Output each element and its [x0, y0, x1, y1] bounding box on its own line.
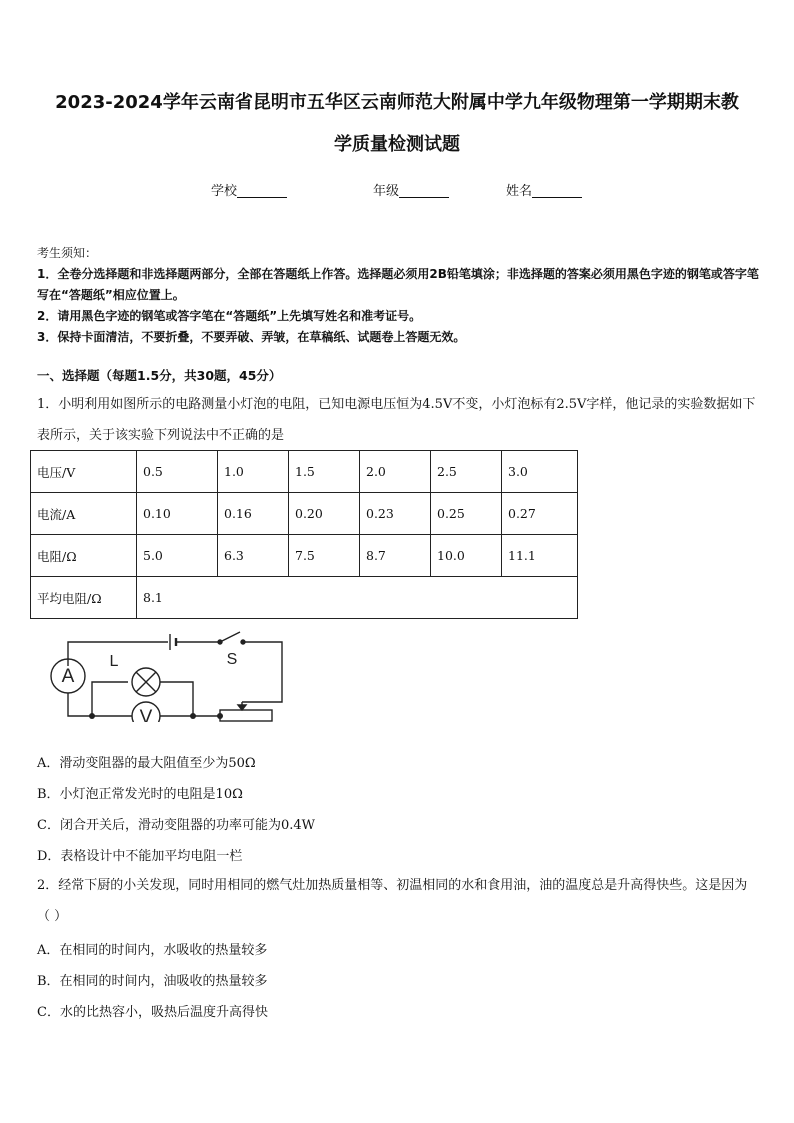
switch-lever [222, 632, 240, 641]
table-cell: 2.0 [360, 451, 431, 493]
table-cell: 6.3 [218, 535, 289, 577]
question-1-option-c[interactable]: C．闭合开关后，滑动变阻器的功率可能为0.4W [37, 818, 315, 833]
question-2-option-a[interactable]: A．在相同的时间内，水吸收的热量较多 [37, 943, 268, 958]
table-cell: 11.1 [502, 535, 578, 577]
table-cell: 8.1 [137, 577, 578, 619]
table-row [31, 577, 578, 619]
table-cell: 1.0 [218, 451, 289, 493]
question-2-stem: 2．经常下厨的小关发现，同时用相同的燃气灶加热质量相等、初温相同的水和食用油，油的温度总是升高得快些。这是因为（ ） [37, 878, 748, 924]
table-cell: 3.0 [502, 451, 578, 493]
table-cell: 0.16 [218, 493, 289, 535]
table-cell: 5.0 [137, 535, 218, 577]
experiment-data-table [30, 450, 578, 619]
table-cell: 0.27 [502, 493, 578, 535]
question-1-stem: 1．小明利用如图所示的电路测量小灯泡的电阻，已知电源电压恒为4.5V不变，小灯泡标有2.5V字样，他记录的实验数据如下表所示，关于该实验下列说法中不正确的是 [37, 397, 756, 443]
table-cell: 0.20 [289, 493, 360, 535]
name-blank[interactable] [532, 183, 582, 198]
junction-dot [190, 713, 196, 719]
table-cell: 0.10 [137, 493, 218, 535]
question-1-option-b[interactable]: B．小灯泡正常发光时的电阻是10Ω [37, 787, 243, 802]
notice-item-3: 3．保持卡面清洁，不要折叠，不要弄破、弄皱，在草稿纸、试题卷上答题无效。 [37, 330, 466, 344]
name-field[interactable] [506, 180, 582, 199]
wire [245, 642, 282, 702]
wire [160, 682, 193, 716]
table-cell: 2.5 [431, 451, 502, 493]
table-cell: 1.5 [289, 451, 360, 493]
voltmeter-label: V [139, 707, 153, 722]
name-label: 姓名 [506, 184, 533, 199]
table-row [31, 493, 578, 535]
grade-blank[interactable] [399, 183, 449, 198]
circuit-diagram [40, 630, 290, 722]
table-cell: 0.5 [137, 451, 218, 493]
exam-title-line2: 学质量检测试题 [334, 134, 460, 155]
section-heading: 一、选择题（每题1.5分，共30题，45分） [37, 368, 282, 383]
table-row [31, 535, 578, 577]
school-blank[interactable] [237, 183, 287, 198]
ammeter-label: A [61, 666, 75, 687]
question-2-option-c[interactable]: C．水的比热容小，吸热后温度升高得快 [37, 1005, 268, 1020]
junction-dot [217, 713, 223, 719]
table-cell: 10.0 [431, 535, 502, 577]
rheostat-arrow [238, 705, 246, 710]
question-1-option-a[interactable]: A．滑动变阻器的最大阻值至少为50Ω [37, 756, 256, 771]
table-cell: 0.23 [360, 493, 431, 535]
row-label: 电阻/Ω [31, 535, 137, 577]
exam-title-line1: 2023-2024学年云南省昆明市五华区云南师范大附属中学九年级物理第一学期期末教 [55, 92, 739, 113]
grade-label: 年级 [373, 184, 400, 199]
table-cell: 0.25 [431, 493, 502, 535]
row-label: 平均电阻/Ω [31, 577, 137, 619]
grade-field[interactable] [373, 180, 449, 199]
exam-notice [37, 243, 759, 348]
switch-contact [218, 640, 222, 644]
notice-heading: 考生须知： [37, 246, 98, 260]
question-1-option-d[interactable]: D．表格设计中不能加平均电阻一栏 [37, 849, 243, 864]
rheostat-body [220, 710, 272, 721]
table-cell: 8.7 [360, 535, 431, 577]
notice-item-2: 2．请用黑色字迹的钢笔或答字笔在“答题纸”上先填写姓名和准考证号。 [37, 309, 422, 323]
wire [92, 682, 128, 716]
row-label: 电压/V [31, 451, 137, 493]
school-label: 学校 [211, 184, 238, 199]
junction-dot [89, 713, 95, 719]
notice-item-1: 1．全卷分选择题和非选择题两部分，全部在答题纸上作答。选择题必须用2B铅笔填涂；非选择题的答案必须用黑色字迹的钢笔或答字笔写在“答题纸”相应位置上。 [37, 267, 759, 302]
switch-label: S [226, 651, 238, 668]
table-row [31, 451, 578, 493]
school-field[interactable] [211, 180, 287, 199]
question-2-option-b[interactable]: B．在相同的时间内，油吸收的热量较多 [37, 974, 268, 989]
lamp-label: L [109, 653, 119, 670]
row-label: 电流/A [31, 493, 137, 535]
table-cell: 7.5 [289, 535, 360, 577]
switch-contact [241, 640, 245, 644]
